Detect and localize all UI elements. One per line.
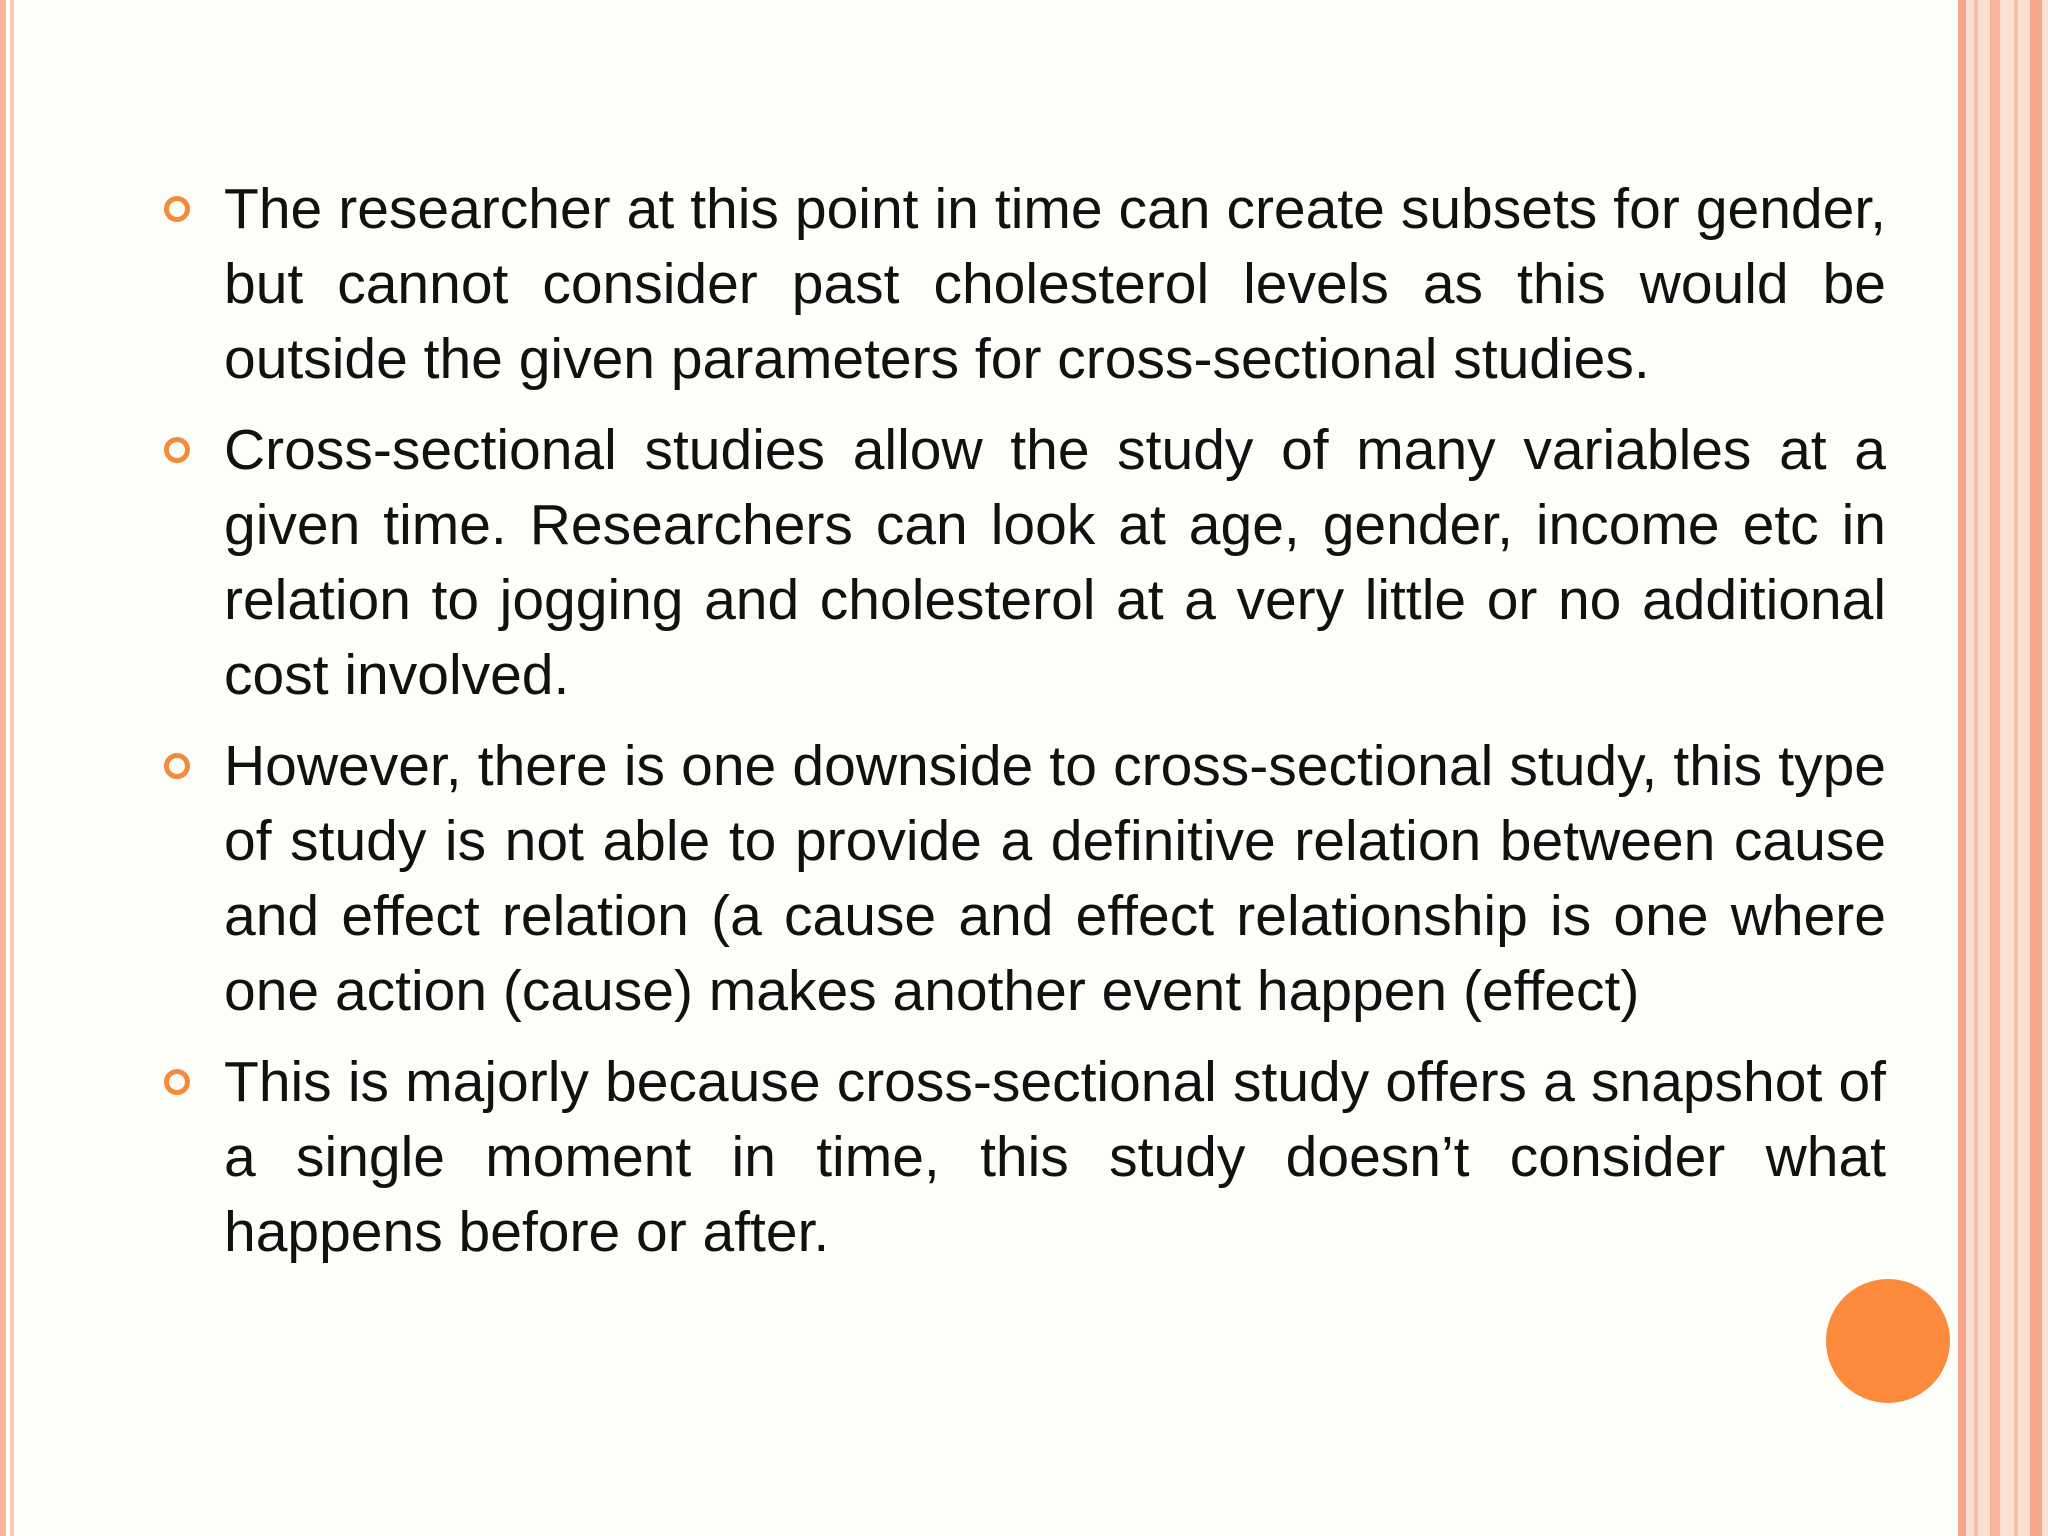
right-border-stripe — [1958, 0, 1966, 1536]
circle-bullet-icon — [164, 753, 190, 779]
left-border-stripe — [0, 0, 6, 1536]
list-item — [160, 1045, 1886, 1270]
right-border-stripe — [2014, 0, 2018, 1536]
right-border-stripe — [1990, 0, 2000, 1536]
list-item — [160, 172, 1886, 397]
list-item — [160, 729, 1886, 1029]
bullet-text: Cross-sectional studies allow the study of many variables at a given time. Researchers can look at age, gender, income etc in relation to jogging and cholesterol at a very little or no additional cost involved. — [224, 418, 1886, 707]
right-border-stripe — [1974, 0, 1978, 1536]
bullet-list — [160, 172, 1886, 1286]
bullet-text: However, there is one downside to cross-sectional study, this type of study is not able to provide a definitive relation between cause and effect relation (a cause and effect relationship is one where one action (cause) makes another event happen (effect) — [224, 734, 1886, 1023]
bullet-text: This is majorly because cross-sectional study offers a snapshot of a single moment in time, this study doesn’t consider what happens before or after. — [224, 1050, 1886, 1264]
right-border-stripe — [2030, 0, 2042, 1536]
left-border-stripe-thin — [10, 0, 14, 1536]
circle-bullet-icon — [164, 437, 190, 463]
circle-bullet-icon — [164, 196, 190, 222]
circle-bullet-icon — [164, 1069, 190, 1095]
list-item — [160, 413, 1886, 713]
bullet-text: The researcher at this point in time can create subsets for gender, but cannot consider past cholesterol levels as this would be outside the given parameters for cross-sectional studies. — [224, 177, 1886, 391]
decorative-orange-circle — [1826, 1279, 1950, 1403]
